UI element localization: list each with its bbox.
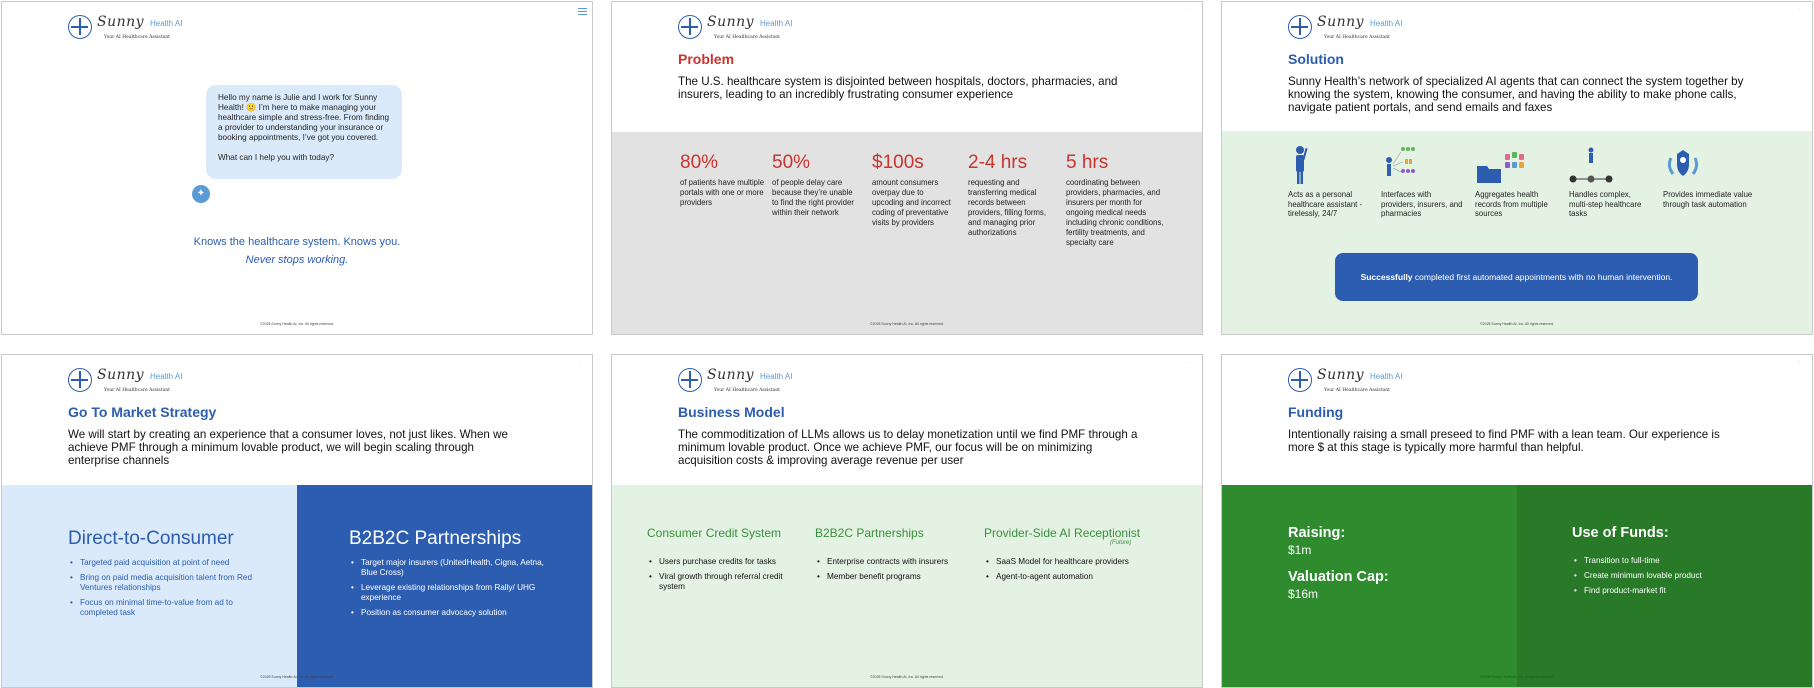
- brand-logo: [1288, 367, 1428, 399]
- slide-marker: ·: [1798, 7, 1800, 13]
- brand-sub: Health AI: [1370, 19, 1403, 28]
- list-item: • Transition to full-time: [1572, 556, 1772, 566]
- feature-4: [1569, 144, 1651, 219]
- stat-desc: amount consumers overpay due to upcoding and incorrect coding of preventative visits by providers: [872, 178, 951, 227]
- list-item: • Focus on minimal time-to-value from ad to completed task: [68, 598, 268, 618]
- slide-funding: [1221, 354, 1813, 688]
- stat-5: [1066, 152, 1166, 248]
- list-item: • Targeted paid acquisition at point of need: [68, 558, 268, 568]
- brand-name: Sunny: [97, 367, 145, 383]
- list-item: • Target major insurers (UnitedHealth, Cigna, Aetna, Blue Cross): [349, 558, 549, 578]
- brand-name: Sunny: [707, 367, 755, 383]
- raising-label: Raising:: [1288, 525, 1346, 541]
- brand-sub: Health AI: [150, 19, 183, 28]
- slide-title: Solution: [1288, 51, 1344, 67]
- cross-logo-icon: [678, 368, 702, 392]
- feature-desc: Handles complex, multi-step healthcare tasks: [1569, 190, 1642, 218]
- b2b2c-list: [349, 558, 549, 623]
- stat-value: 2-4 hrs: [968, 152, 1028, 173]
- slide-title: Go To Market Strategy: [68, 404, 217, 420]
- slide-intro: [1, 1, 593, 335]
- cap-value: $16m: [1288, 587, 1319, 601]
- brand-sub: Health AI: [760, 19, 793, 28]
- multi-step-icon: [1569, 144, 1651, 190]
- brand-tagline: Your AI Healthcare Assistant: [1324, 388, 1390, 393]
- brand-tagline: Your AI Healthcare Assistant: [1324, 35, 1390, 40]
- feature-desc: Acts as a personal healthcare assistant - tirelessly, 24/7: [1288, 190, 1363, 218]
- feature-1: [1288, 144, 1370, 219]
- stat-desc: requesting and transferring medical records between providers, filling forms, and managing prior authorizations: [968, 178, 1046, 237]
- cross-logo-icon: [678, 15, 702, 39]
- brand-logo: [678, 367, 818, 399]
- feature-desc: Interfaces with providers, insurers, and pharmacies: [1381, 190, 1463, 218]
- footer-copyright: ©2025 Sunny Health AI, Inc. All rights reserved.: [260, 322, 334, 326]
- list-item: • Agent-to-agent automation: [984, 572, 1154, 582]
- slide-marker: ·: [578, 360, 580, 366]
- feature-5: [1663, 144, 1753, 209]
- footer-copyright: ©2025 Sunny Health AI, Inc. All rights reserved.: [1480, 322, 1554, 326]
- stat-value: 80%: [680, 152, 719, 173]
- slide-go-to-market: [1, 354, 593, 688]
- model-list-1: [647, 557, 797, 597]
- slide-title: Problem: [678, 51, 735, 67]
- cross-logo-icon: [1288, 368, 1312, 392]
- list-item: • Create minimum lovable product: [1572, 571, 1772, 581]
- cross-logo-icon: [68, 15, 92, 39]
- feature-2: [1381, 144, 1463, 219]
- slide-lead: The commoditization of LLMs allows us to delay monetization until we find PMF through a minimum lovable product. Once we achieve PMF, our focus will be on minimizing acquisition costs & improving average revenue per user: [678, 428, 1138, 467]
- stat-desc: of people delay care because they’re unable to find the right provider within their network: [772, 178, 854, 217]
- brand-logo: [1288, 14, 1428, 46]
- list-item: • Member benefit programs: [815, 572, 975, 582]
- slide-problem: [611, 1, 1203, 335]
- list-item: • Users purchase credits for tasks: [647, 557, 797, 567]
- slide-lead: Sunny Health’s network of specialized AI agents that can connect the system together by knowing the system, knowing the consumer, and having the ability to make phone calls, navigate patient portals, and send emails and faxes: [1288, 75, 1744, 114]
- success-banner: [1335, 253, 1698, 301]
- list-item: • SaaS Model for healthcare providers: [984, 557, 1154, 567]
- list-item: • Find product-market fit: [1572, 586, 1772, 596]
- brand-name: Sunny: [1317, 14, 1365, 30]
- cross-logo-icon: [1288, 15, 1312, 39]
- value-badge-icon: [1663, 144, 1753, 190]
- records-folder-icon: [1475, 144, 1557, 190]
- stat-4: [968, 152, 1050, 238]
- chat-message-1: Hello my name is Julie and I work for Sunny Health! 🙂 I’m here to make managing your healthcare simple and stress-free. From finding a provider to understanding your insurance or booking appointments, I’ve got you covered.: [218, 93, 390, 142]
- model-heading-1: Consumer Credit System: [647, 526, 782, 540]
- model-heading-3: Provider-Side AI Receptionist: [984, 526, 1141, 540]
- model-heading-2: B2B2C Partnerships: [815, 526, 924, 540]
- tagline-primary: Knows the healthcare system. Knows you.: [193, 236, 401, 248]
- cap-label: Valuation Cap:: [1288, 569, 1389, 585]
- person-assistant-icon: [1288, 144, 1370, 190]
- stat-1: [680, 152, 770, 208]
- slide-lead: Intentionally raising a small preseed to find PMF with a lean team. Our experience is more $ at this stage is typically more harmful than helpful.: [1288, 428, 1720, 454]
- cross-logo-icon: [68, 368, 92, 392]
- brand-sub: Health AI: [150, 372, 183, 381]
- chat-bubble: [206, 85, 402, 179]
- network-people-icon: [1381, 144, 1463, 190]
- brand-logo: [678, 14, 818, 46]
- list-item: • Leverage existing relationships from Rally/ UHG experience: [349, 583, 549, 603]
- chat-message-2: What can I help you with today?: [218, 153, 335, 162]
- brand-name: Sunny: [97, 14, 145, 30]
- slide-title: Business Model: [678, 404, 785, 420]
- funds-list: [1572, 556, 1772, 601]
- list-item: • Position as consumer advocacy solution: [349, 608, 549, 618]
- raise-panel: [1222, 485, 1517, 687]
- brand-tagline: Your AI Healthcare Assistant: [104, 388, 170, 393]
- footer-copyright: ©2025 Sunny Health AI, Inc. All rights reserved.: [260, 675, 334, 679]
- feature-desc: Aggregates health records from multiple sources: [1475, 190, 1548, 218]
- hamburger-menu-icon[interactable]: [578, 8, 587, 15]
- brand-name: Sunny: [707, 14, 755, 30]
- stat-value: $100s: [872, 152, 924, 173]
- slide-lead: We will start by creating an experience that a consumer loves, not just likes. When we achieve PMF through a minimum lovable product, we will begin scaling through enterprise channels: [68, 428, 508, 467]
- brand-tagline: Your AI Healthcare Assistant: [104, 35, 170, 40]
- tagline-secondary: Never stops working.: [245, 254, 349, 266]
- stat-desc: coordinating between providers, pharmacies, and insurers per month for ongoing medical needs including chronic conditions, fertility treatments, and specialty care: [1066, 178, 1164, 247]
- feature-3: [1475, 144, 1557, 219]
- stat-value: 5 hrs: [1066, 152, 1109, 173]
- brand-logo: [68, 14, 208, 46]
- slide-business-model: [611, 354, 1203, 688]
- slide-marker: ·: [1798, 360, 1800, 366]
- list-item: • Enterprise contracts with insurers: [815, 557, 975, 567]
- list-item: • Bring on paid media acquisition talent from Red Ventures relationships: [68, 573, 268, 593]
- footer-copyright: ©2025 Sunny Health AI, Inc. All rights reserved.: [870, 675, 944, 679]
- slide-marker: ·: [1188, 360, 1190, 366]
- sparkle-assistant-icon[interactable]: ✦: [192, 185, 210, 203]
- stat-desc: of patients have multiple portals with one or more providers: [680, 178, 765, 207]
- footer-copyright: ©2025 Sunny Health AI, Inc. All rights reserved.: [1480, 675, 1554, 679]
- slide-lead: The U.S. healthcare system is disjointed between hospitals, doctors, pharmacies, and insurers, leading to an incredibly frustrating consumer experience: [678, 75, 1118, 101]
- success-bold: Successfully: [1360, 272, 1413, 282]
- model-list-2: [815, 557, 975, 587]
- slide-marker: ·: [1188, 7, 1190, 13]
- brand-sub: Health AI: [760, 372, 793, 381]
- slide-solution: [1221, 1, 1813, 335]
- brand-name: Sunny: [1317, 367, 1365, 383]
- dtc-list: [68, 558, 268, 623]
- future-note: (Future): [1110, 540, 1132, 546]
- stat-2: [772, 152, 856, 218]
- list-item: • Viral growth through referral credit system: [647, 572, 797, 592]
- brand-tagline: Your AI Healthcare Assistant: [714, 35, 780, 40]
- feature-desc: Provides immediate value through task automation: [1663, 190, 1753, 209]
- success-text: completed first automated appointments with no human intervention.: [1412, 272, 1673, 282]
- dtc-heading: Direct-to-Consumer: [68, 528, 234, 549]
- b2b2c-heading: B2B2C Partnerships: [349, 528, 522, 549]
- footer-copyright: ©2025 Sunny Health AI, Inc. All rights reserved.: [870, 322, 944, 326]
- brand-logo: [68, 367, 208, 399]
- stat-3: [872, 152, 954, 228]
- raising-value: $1m: [1288, 543, 1312, 557]
- funds-label: Use of Funds:: [1572, 525, 1669, 541]
- stat-value: 50%: [772, 152, 811, 173]
- model-list-3: [984, 557, 1154, 587]
- slide-title: Funding: [1288, 404, 1344, 420]
- brand-sub: Health AI: [1370, 372, 1403, 381]
- brand-tagline: Your AI Healthcare Assistant: [714, 388, 780, 393]
